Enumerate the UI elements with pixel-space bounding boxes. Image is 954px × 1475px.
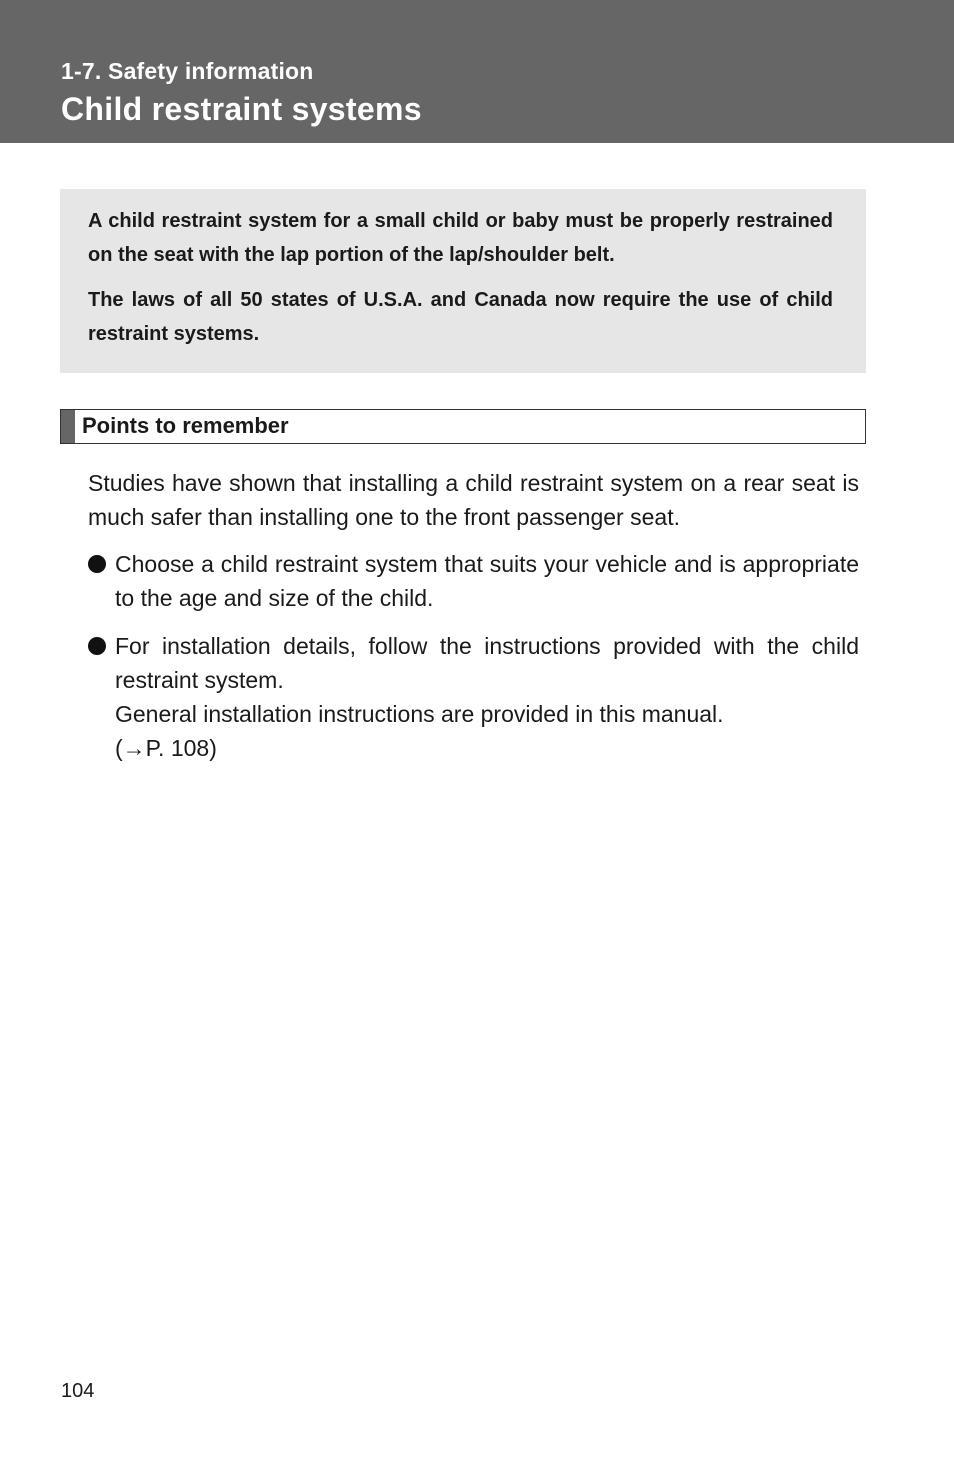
page-reference-link[interactable]: (→P. 108) xyxy=(115,735,217,761)
section-heading xyxy=(60,409,866,444)
list-item xyxy=(88,629,859,765)
list-item-text: For installation details, follow the instructions provided with the child restraint system. xyxy=(115,633,859,693)
section-label: 1-7. Safety information xyxy=(61,58,314,84)
bullet-icon xyxy=(88,637,106,655)
page-title: Child restraint systems xyxy=(61,91,422,127)
page-number: 104 xyxy=(61,1380,95,1402)
page-header xyxy=(0,0,954,143)
list-item-extra: General installation instructions are provided in this manual. xyxy=(115,701,724,727)
section-heading-text: Points to remember xyxy=(82,413,289,438)
notice-box xyxy=(60,189,866,373)
list-item-text: Choose a child restraint system that suits your vehicle and is appropriate to the age and size of the child. xyxy=(115,551,859,611)
heading-marker xyxy=(61,410,75,443)
list-item xyxy=(88,547,859,615)
bullet-icon xyxy=(88,555,106,573)
notice-paragraph: A child restraint system for a small child or baby must be properly restrained on the seat with the lap portion of the lap/shoulder belt. xyxy=(88,210,833,266)
notice-paragraph: The laws of all 50 states of U.S.A. and Canada now require the use of child restraint systems. xyxy=(88,289,833,345)
intro-paragraph: Studies have shown that installing a child restraint system on a rear seat is much safer than installing one to the front passenger seat. xyxy=(88,470,859,530)
